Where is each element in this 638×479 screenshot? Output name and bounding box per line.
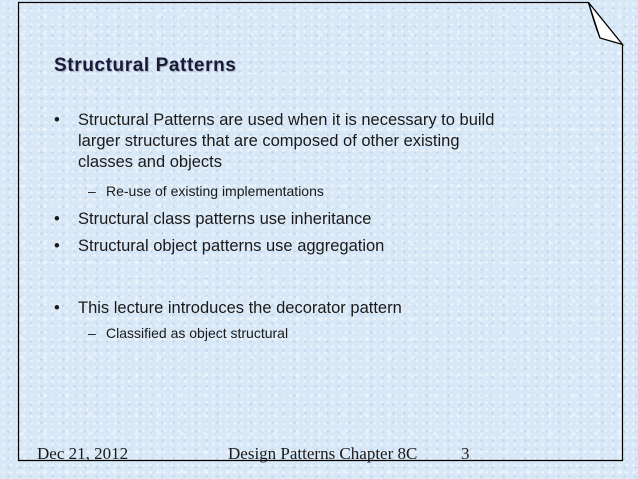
sub-bullet-item (88, 182, 324, 200)
footer-page-number: 3 (461, 444, 470, 463)
sub-bullet-symbol: – (88, 183, 96, 199)
bullet-text-line: classes and objects (78, 153, 222, 171)
bullet-symbol: • (54, 111, 60, 129)
sub-bullet-text: Re-use of existing implementations (106, 183, 324, 199)
sub-bullet-item (88, 324, 288, 342)
bullet-item (54, 298, 402, 319)
bullet-text: Structural object patterns use aggregation (78, 237, 385, 255)
bullet-symbol: • (54, 299, 60, 317)
slide-title: Structural Patterns (54, 55, 237, 76)
bullet-item (54, 110, 494, 173)
bullet-text: This lecture introduces the decorator pattern (78, 299, 402, 317)
bullet-item (54, 236, 384, 257)
bullet-symbol: • (54, 237, 60, 255)
sub-bullet-symbol: – (88, 325, 96, 341)
bullet-text-line: larger structures that are composed of other existing (78, 132, 460, 150)
bullet-item (54, 209, 371, 230)
bullet-text: Structural class patterns use inheritance (78, 210, 372, 228)
footer-date: Dec 21, 2012 (37, 444, 129, 463)
bullet-text-line: Structural Patterns are used when it is necessary to build (78, 111, 495, 129)
footer-course-title: Design Patterns Chapter 8C (228, 444, 418, 463)
folded-page-corner-icon (589, 3, 623, 45)
sub-bullet-text: Classified as object structural (106, 325, 289, 341)
bullet-symbol: • (54, 210, 60, 228)
